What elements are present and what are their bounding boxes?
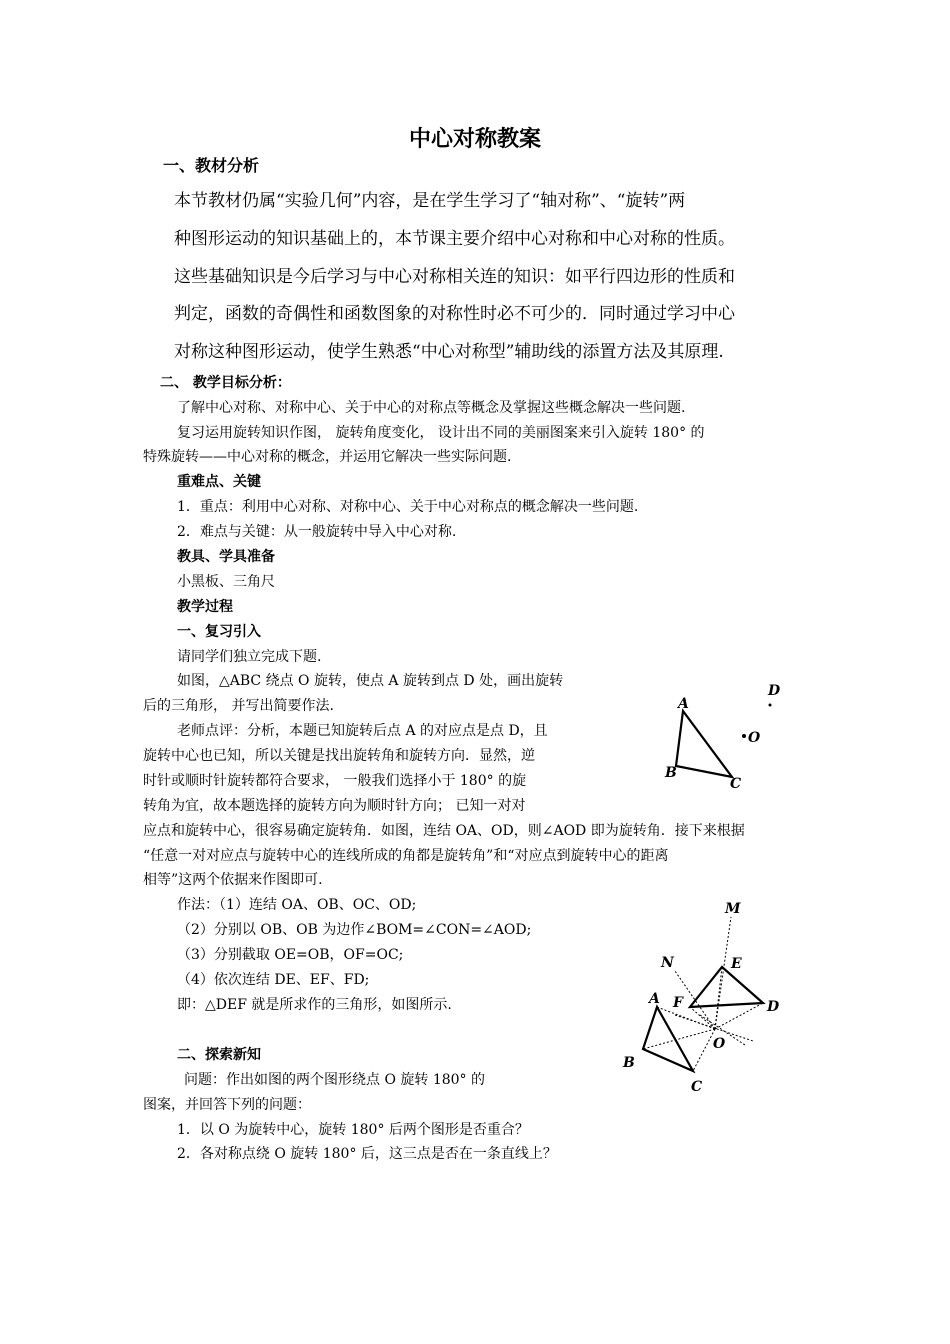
triangle-abc [643,1007,693,1071]
review-line-3: 后的三角形， 并写出简要作法. [143,698,334,714]
review-heading: 一、复习引入 [177,624,261,640]
key-line-1: 1．重点：利用中心对称、对称中心、关于中心对称点的概念解决一些问题. [177,499,639,515]
analysis-line-5: 对称这种图形运动，使学生熟悉“中心对称型”辅助线的添置方法及其原理. [174,342,724,362]
label-o: O [713,1036,726,1052]
explore-line-3: 1．以 O 为旋转中心，旋转 180° 后两个图形是否重合？ [177,1122,529,1138]
label-b: B [623,1055,635,1071]
review-line-10: 相等”这两个依据来作图即可. [143,872,323,888]
point-o [742,734,746,738]
label-e: E [731,956,742,972]
step-2: （2）分别以 OB、OB 为边作∠BOM=∠CON=∠AOD; [177,922,532,938]
label-a: A [649,991,660,1007]
label-n: N [661,955,674,971]
analysis-line-1: 本节教材仍属“实验几何”内容，是在学生学习了“轴对称”、“旋转”两 [174,191,686,211]
point-d [769,704,772,707]
label-o: O [748,730,761,746]
step-4: （4）依次连结 DE、EF、FD; [177,972,370,988]
goals-line-3: 特殊旋转——中心对称的概念，并运用它解决一些实际问题. [143,449,512,465]
review-line-8: 应点和旋转中心，很容易确定旋转角．如图，连结 OA、OD，则∠AOD 即为旋转角．接下来根据 [143,823,745,839]
segment-of [690,1007,715,1029]
review-line-7: 转角为宜，故本题选择的旋转方向为顺时针方向； 已知一对对 [143,798,526,814]
segment-oc [693,1029,715,1071]
analysis-line-3: 这些基础知识是今后学习与中心对称相关连的知识：如平行四边形的性质和 [174,267,735,287]
label-c: C [730,776,742,792]
goals-line-2: 复习运用旋转知识作图， 旋转角度变化， 设计出不同的美丽图案来引入旋转 180° 的 [177,425,705,441]
label-m: M [725,901,741,917]
label-a: A [678,696,689,712]
label-b: B [665,765,677,781]
step-3: （3）分别截取 OE=OB，OF=OC; [177,947,404,963]
review-line-4: 老师点评：分析，本题已知旋转后点 A 的对应点是点 D，且 [177,723,548,739]
explore-heading: 二、探索新知 [177,1047,261,1063]
review-line-6: 时针或顺时针旋转都符合要求， 一般我们选择小于 180° 的旋 [143,773,527,789]
section-heading-goals: 二、 教学目标分析： [160,375,291,391]
analysis-line-2: 种图形运动的知识基础上的，本节课主要介绍中心对称和中心对称的性质。 [174,229,735,249]
step-1: 作法：（1）连结 OA、OB、OC、OD; [177,897,417,913]
triangle-abc [676,711,732,777]
figure-triangle-rotation-problem [650,670,790,800]
process-heading: 教学过程 [177,599,233,615]
step-5: 即：△DEF 就是所求作的三角形，如图所示. [177,997,452,1013]
review-line-1: 请同学们独立完成下题. [177,649,322,665]
section-heading-analysis: 一、教材分析 [163,156,260,175]
figure-rotation-construction [615,895,795,1095]
segment-oe [715,967,722,1029]
triangle-def [690,967,763,1007]
tools-heading: 教具、学具准备 [177,549,275,565]
page-title: 中心对称教案 [408,127,541,152]
key-line-2: 2．难点与关键：从一般旋转中导入中心对称. [177,524,457,540]
key-heading: 重难点、关键 [177,474,261,490]
explore-line-2: 图案，并回答下列的问题： [143,1097,311,1113]
label-d: D [767,999,780,1015]
label-f: F [673,995,683,1011]
review-line-9: “任意一对对应点与旋转中心的连线所成的角都是旋转角”和“对应点到旋转中心的距离 [143,848,669,864]
analysis-line-4: 判定，函数的奇偶性和函数图象的对称性时必不可少的．同时通过学习中心 [174,304,735,324]
tools-text: 小黑板、三角尺 [177,574,275,590]
review-line-5: 旋转中心也已知，所以关键是找出旋转角和旋转方向．显然，逆 [143,748,535,764]
review-line-2: 如图，△ABC 绕点 O 旋转，使点 A 旋转到点 D 处，画出旋转 [177,673,564,689]
goals-line-1: 了解中心对称、对称中心、关于中心的对称点等概念及掌握这些概念解决一些问题. [177,400,686,416]
explore-line-4: 2．各对称点绕 O 旋转 180° 后，这三点是否在一条直线上？ [177,1146,557,1162]
label-d: D [768,683,781,699]
label-c: C [691,1079,703,1095]
explore-line-1: 问题：作出如图的两个图形绕点 O 旋转 180° 的 [184,1072,485,1088]
segment-od [715,1003,763,1029]
